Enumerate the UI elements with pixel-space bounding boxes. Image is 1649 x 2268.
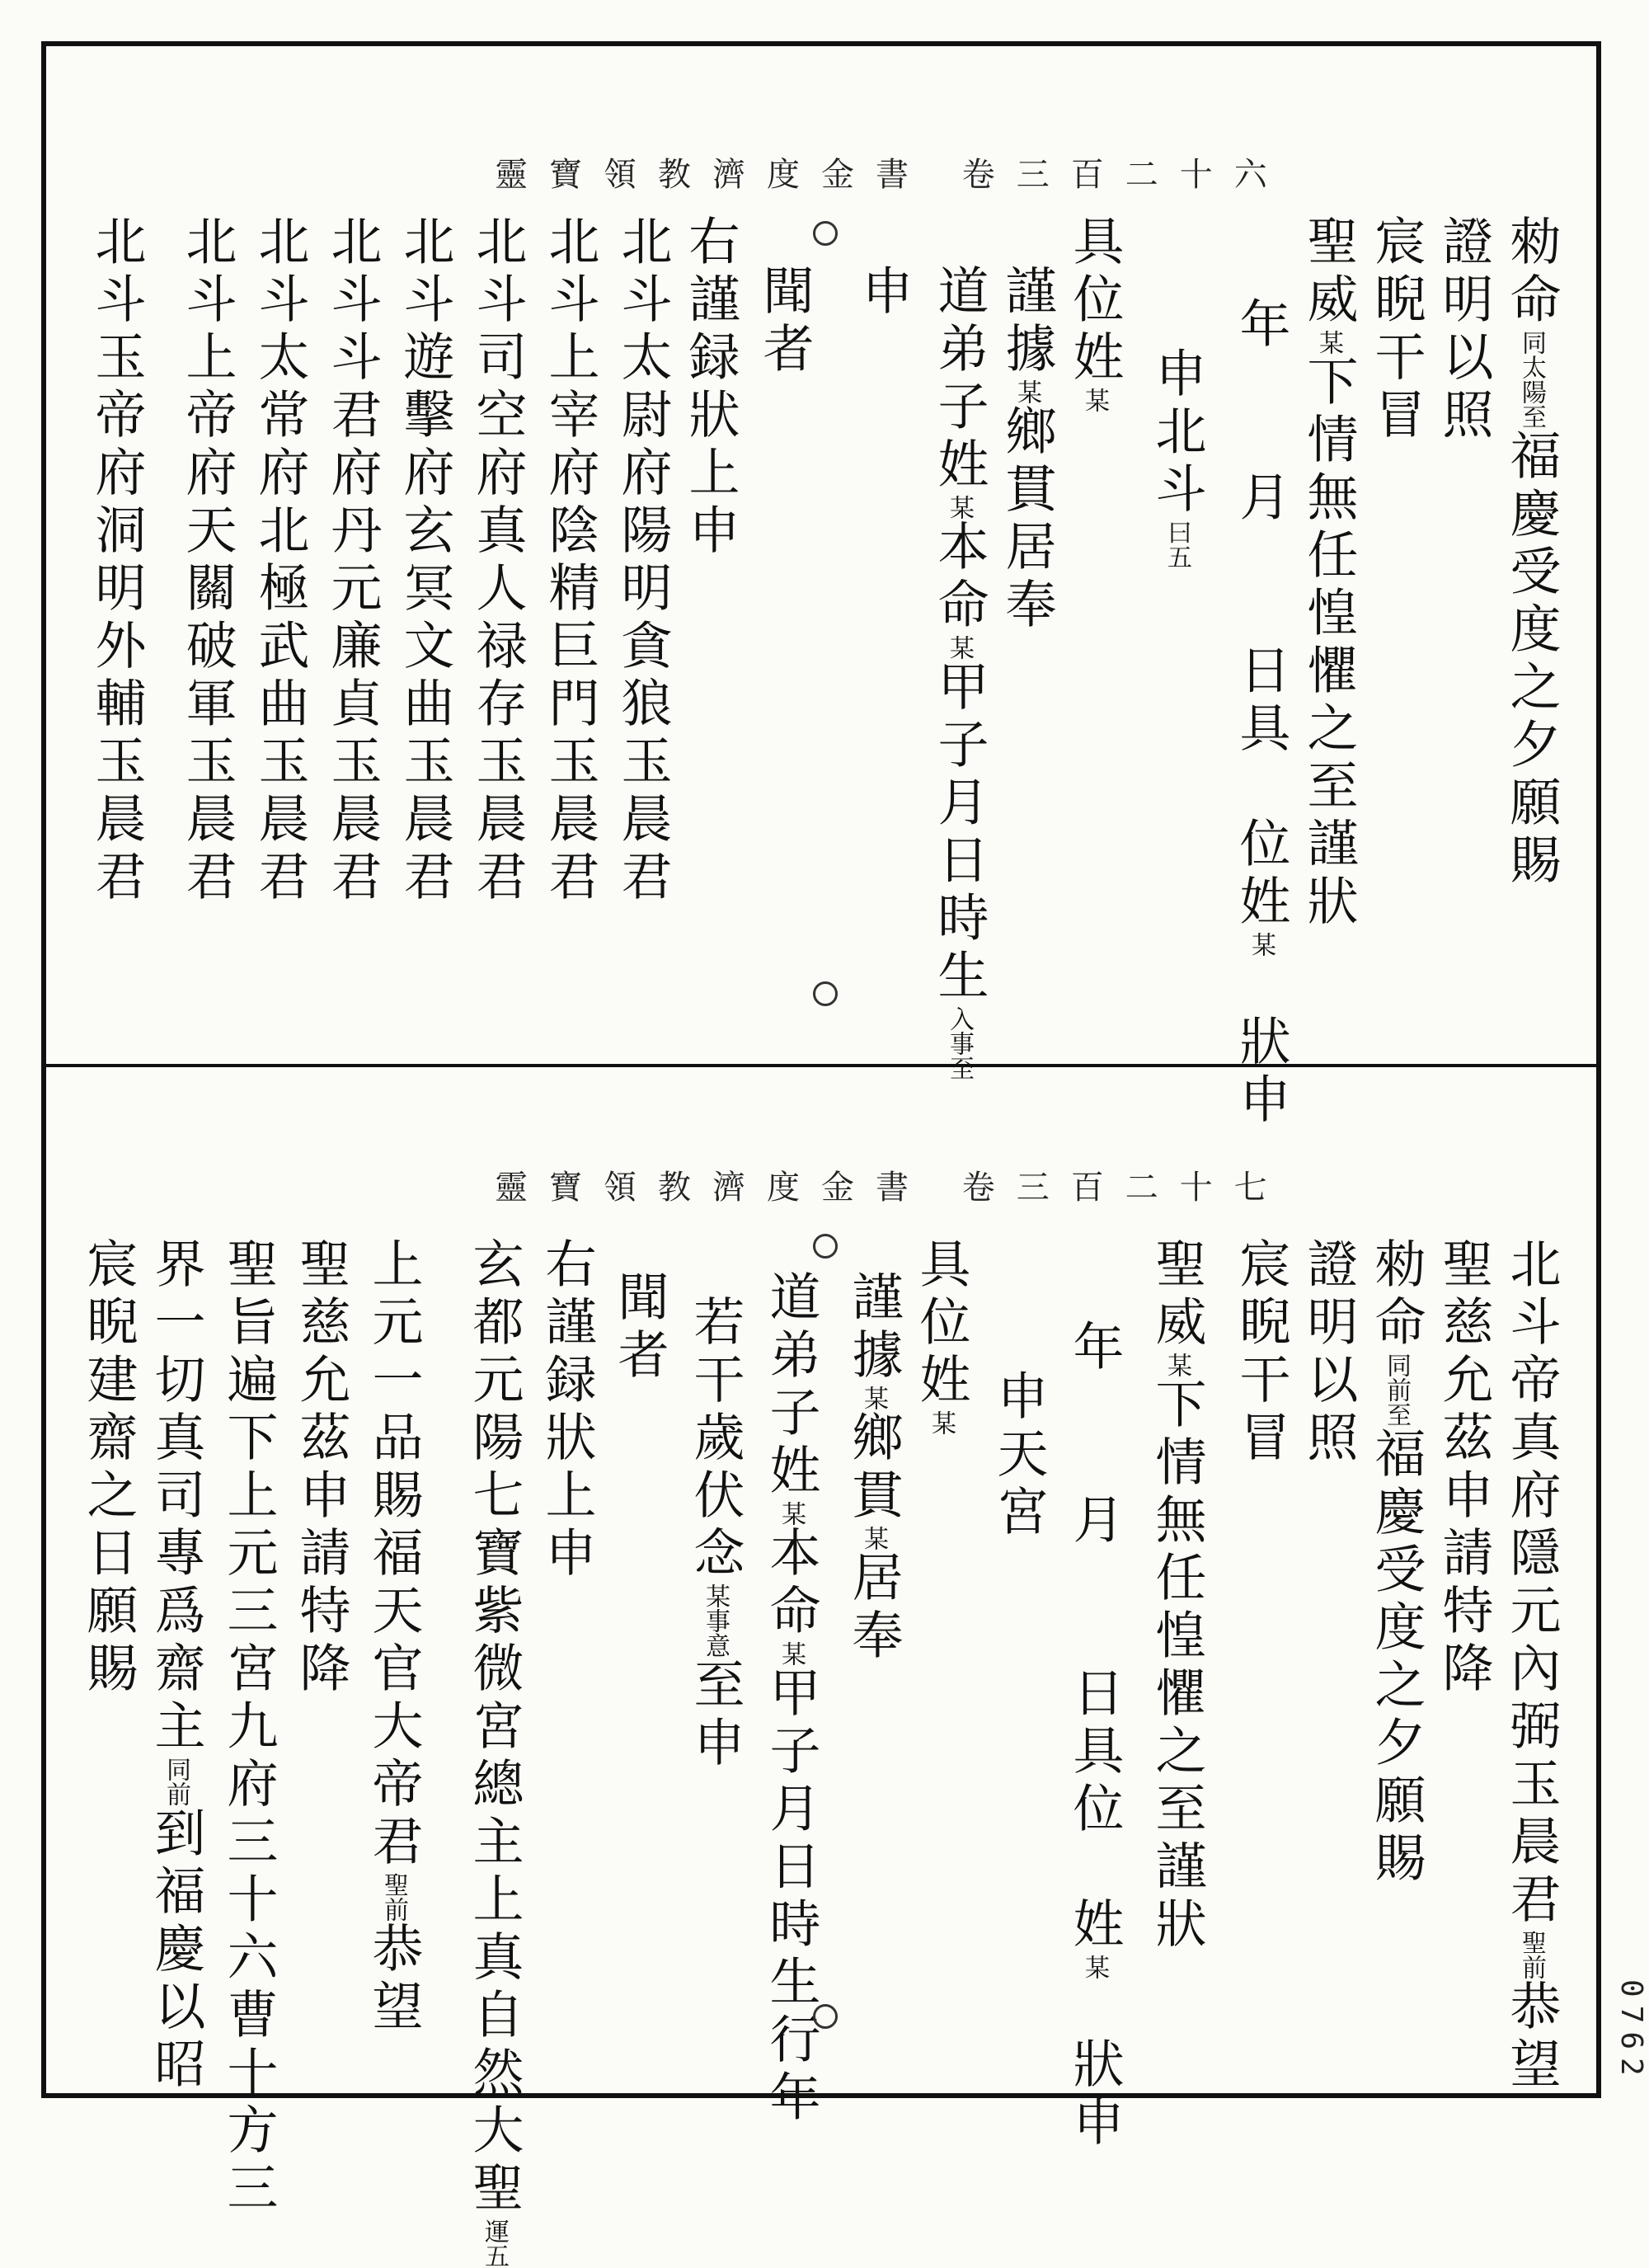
- text-column: 申天宮: [989, 1369, 1049, 1542]
- text-column: 證明以照: [1299, 1237, 1359, 1468]
- text-column: 北斗太常府北極武曲玉晨君: [250, 214, 310, 907]
- text-column: 北斗上宰府陰精巨門玉晨君: [540, 214, 600, 907]
- text-column: 聖威某下情無任惶懼之至謹狀: [1147, 1237, 1207, 1955]
- text-column: 證明以照: [1434, 214, 1494, 445]
- text-column: 若干歲伏念某事意至申: [685, 1295, 745, 1773]
- text-column: 具位姓某: [911, 1237, 971, 1435]
- text-column: 上元一品賜福天官大帝君聖前恭望: [364, 1237, 424, 2037]
- text-column: 謹據某鄉貫某居奉: [843, 1270, 904, 1666]
- text-column: 具位姓某: [1064, 214, 1125, 412]
- text-column: 謹據某鄉貫居奉: [997, 264, 1057, 635]
- text-column: 北斗帝真府隱元內弼玉晨君聖前恭望: [1501, 1237, 1562, 2095]
- text-column: 北斗遊擊府玄冥文曲玉晨君: [395, 214, 455, 907]
- text-column: 宸睨干冒: [1231, 1237, 1291, 1468]
- top-page-header: 靈寶領教濟度金書 卷三百二十六: [495, 156, 1289, 194]
- text-column: 右謹録狀上申: [537, 1237, 597, 1583]
- text-column: 北斗上帝府天關破軍玉晨君: [177, 214, 237, 907]
- page-number: 0762: [1614, 1979, 1648, 2084]
- bottom-page-header: 靈寶領教濟度金書 卷三百二十七: [495, 1169, 1289, 1207]
- text-column: 年 月 日具位 姓某 狀申: [1064, 1320, 1125, 2153]
- text-column: 聞者: [754, 264, 815, 379]
- text-column: 聖威某下情無任惶懼之至謹狀: [1299, 214, 1359, 932]
- punctuation-circle: [813, 221, 838, 246]
- page-divider: [46, 1064, 1596, 1067]
- text-column: 右謹録狀上申: [680, 214, 740, 561]
- text-column: 玄都元陽七寶紫微宮總主上真自然大聖運五: [464, 1237, 524, 2268]
- text-column: 道弟子姓某本命某甲子月日時生入事至: [929, 264, 989, 1080]
- punctuation-circle: [813, 981, 838, 1006]
- text-column: 聖慈允茲申請特降: [291, 1237, 351, 1699]
- text-column: 北斗太尉府陽明貪狼玉晨君: [613, 214, 673, 907]
- punctuation-circle: [813, 2004, 838, 2029]
- text-column: 申: [853, 264, 914, 322]
- text-column: 聖慈允茲申請特降: [1434, 1237, 1494, 1699]
- text-column: 年 月 日具 位姓某 狀申: [1231, 297, 1291, 1130]
- text-column: 申北斗曰五: [1147, 346, 1207, 569]
- punctuation-circle: [813, 1234, 838, 1259]
- text-column: 宸睨干冒: [1366, 214, 1426, 445]
- text-column: 北斗玉帝府洞明外輔玉晨君: [87, 214, 147, 907]
- text-column: 北斗司空府真人禄存玉晨君: [467, 214, 528, 907]
- text-column: 聞者: [609, 1270, 669, 1386]
- text-column: 道弟子姓某本命某甲子月日時生行年: [761, 1270, 821, 2128]
- text-column: 北斗斗君府丹元廉貞玉晨君: [322, 214, 383, 907]
- text-column: 聖旨遍下上元三宮九府三十六曹十方三: [218, 1237, 279, 2219]
- text-column: 勑命同前至福慶受度之夕願賜: [1366, 1237, 1426, 1889]
- text-column: 界一切真司專爲齋主同前到福慶以昭: [146, 1237, 206, 2095]
- text-column: 勑命同太陽至福慶受度之夕願賜: [1501, 214, 1562, 891]
- text-column: 宸睨建齋之日願賜: [78, 1237, 139, 1699]
